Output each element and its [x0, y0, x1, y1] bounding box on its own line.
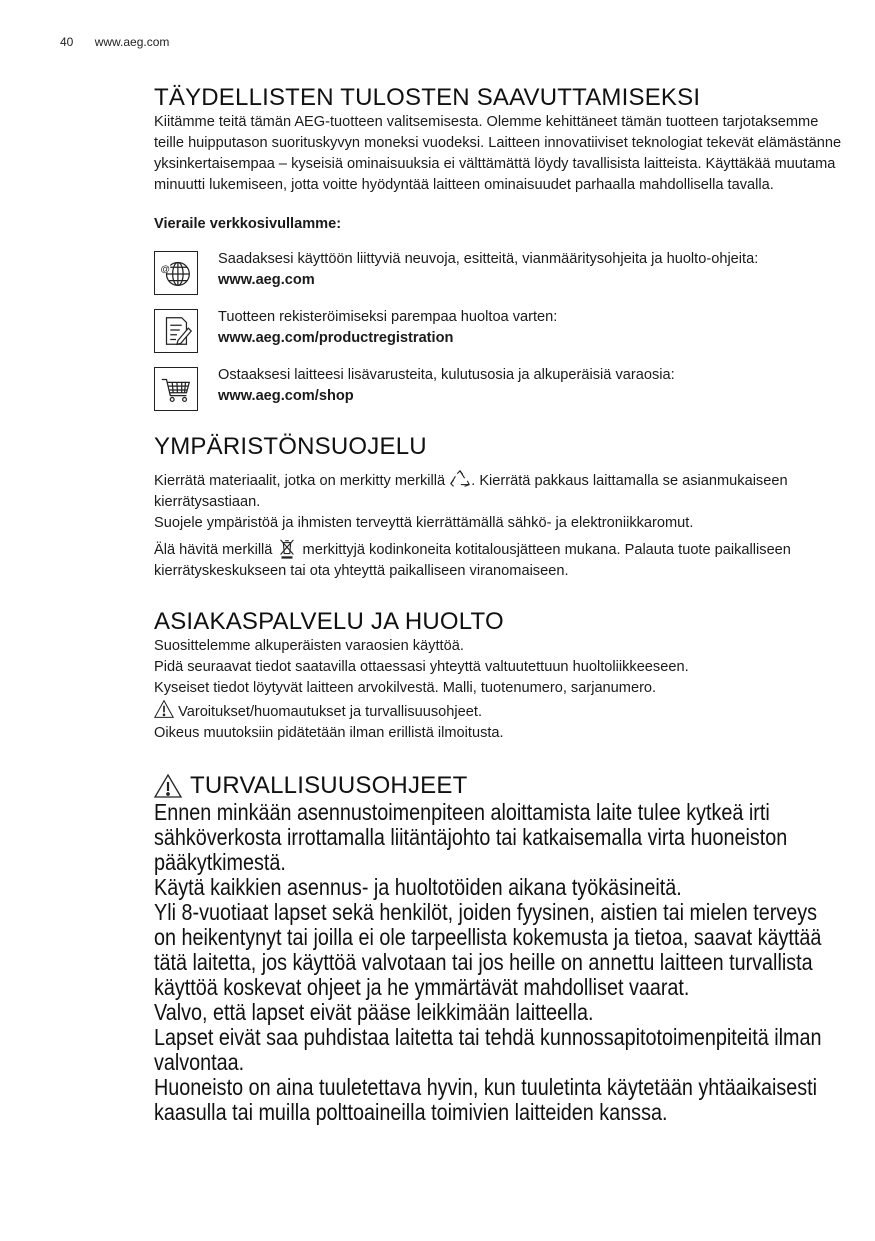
- cs-last-line: Oikeus muutoksiin pidätetään ilman erillistä ilmoitusta.: [154, 725, 504, 741]
- svg-text:@: @: [160, 264, 170, 276]
- safety-paragraph: Huoneisto on aina tuuletettava hyvin, kun tuuletinta käytetään yhtäaikaisesti kaasulla tai muilla polttoaineilla toimivien laitteiden kanssa.: [154, 1074, 818, 1125]
- safety-paragraph: Käytä kaikkien asennus- ja huoltotöiden aikana työkäsineitä.: [154, 874, 682, 900]
- environment-disposal-paragraph: [154, 538, 844, 582]
- header-site: www.aeg.com: [94, 35, 170, 49]
- cs-warning-line: [154, 699, 844, 723]
- environment-title: YMPÄRISTÖNSUOJELU: [154, 433, 427, 460]
- cs-line: Suosittelemme alkuperäisten varaosien käyttöä.: [154, 638, 464, 654]
- safety-body: [154, 800, 825, 1125]
- cs-line: Pidä seuraavat tiedot saatavilla ottaessasi yhteyttä valtuutettuun huoltoliikkeeseen.: [154, 659, 689, 675]
- customer-service-section: [154, 608, 844, 744]
- link-description: Tuotteen rekisteröimiseksi parempaa huoltoa varten:: [218, 309, 558, 325]
- globe-icon: [154, 251, 198, 295]
- safety-paragraph: Valvo, että lapset eivät pääse leikkimään laitteella.: [154, 999, 594, 1025]
- environment-recycle-paragraph: [154, 469, 844, 513]
- recycle-text-before: Kierrätä materiaalit, jotka on merkitty merkillä: [154, 473, 446, 489]
- intro-title: TÄYDELLISTEN TULOSTEN SAAVUTTAMISEKSI: [154, 84, 701, 111]
- crossed-bin-icon: [276, 538, 298, 560]
- disposal-text-after: merkittyjä kodinkoneita kotitalousjätteen mukana. Palauta tuote paikalliseen kierrätyskeskukseen tai ota yhteyttä paikalliseen viranomaiseen.: [154, 542, 791, 579]
- link-url[interactable]: www.aeg.com/productregistration: [218, 330, 454, 346]
- page-header: [60, 35, 169, 49]
- environment-section: [154, 433, 844, 582]
- safety-section: [154, 772, 844, 1125]
- recycle-icon: [449, 469, 471, 491]
- link-description: Saadaksesi käyttöön liittyviä neuvoja, esitteitä, vianmääritysohjeita ja huolto-ohjeita:: [218, 251, 759, 267]
- cs-warning-text: Varoitukset/huomautukset ja turvallisuusohjeet.: [178, 704, 482, 720]
- link-url[interactable]: www.aeg.com/shop: [218, 388, 354, 404]
- shopping-cart-icon: [154, 367, 198, 411]
- intro-body: Kiitämme teitä tämän AEG-tuotteen valitsemisesta. Olemme kehittäneet tämän tuotteen tarjotaksemme teille huipputason suorituskyvyn moneksi vuodeksi. Laitteen innovatiiviset teknologiat tekevät elämästänne yksinkertaisempaa – kyseisiä ominaisuuksia ei välttämättä löydy tavallisista laitteista. Käyttäkää muutama minuutti lukemiseen, jotta voitte hyödyntää laitteen ominaisuudet parhaalla mahdollisella tavalla.: [154, 114, 842, 193]
- link-row-support: [154, 249, 844, 295]
- page-content: [154, 84, 844, 1125]
- page-number: 40: [60, 35, 74, 49]
- safety-heading: [154, 772, 844, 800]
- link-description: Ostaaksesi laitteesi lisävarusteita, kulutusosia ja alkuperäisiä varaosia:: [218, 367, 675, 383]
- customer-service-title: ASIAKASPALVELU JA HUOLTO: [154, 608, 504, 635]
- environment-weee-paragraph: Suojele ympäristöä ja ihmisten terveyttä kierrättämällä sähkö- ja elektroniikkaromut.: [154, 515, 694, 531]
- cs-line: Kyseiset tiedot löytyvät laitteen arvokilvestä. Malli, tuotenumero, sarjanumero.: [154, 680, 657, 696]
- warning-icon: [154, 773, 182, 799]
- link-row-shop: [154, 365, 844, 411]
- link-url[interactable]: www.aeg.com: [218, 272, 315, 288]
- document-edit-icon: [154, 309, 198, 353]
- safety-title: TURVALLISUUSOHJEET: [190, 772, 468, 799]
- visit-label: Vieraile verkkosivullamme:: [154, 216, 342, 232]
- warning-icon: [154, 699, 174, 719]
- intro-section: [154, 84, 844, 411]
- safety-paragraph: Lapset eivät saa puhdistaa laitetta tai tehdä kunnossapitotoimenpiteitä ilman valvontaa.: [154, 1024, 822, 1075]
- safety-paragraph: Ennen minkään asennustoimenpiteen aloittamista laite tulee kytkeä irti sähköverkosta irrottamalla liitäntäjohto tai katkaisemalla virta huoneiston pääkytkimestä.: [154, 799, 788, 875]
- link-row-registration: [154, 307, 844, 353]
- disposal-text-before: Älä hävitä merkillä: [154, 542, 273, 558]
- recycle-text-after: . Kierrätä pakkaus laittamalla se asianmukaiseen kierrätysastiaan.: [154, 473, 788, 510]
- safety-paragraph: Yli 8-vuotiaat lapset sekä henkilöt, joiden fyysinen, aistien tai mielen terveys on heikentynyt tai joilla ei ole tarpeellista kokemusta ja tietoa, saavat käyttää tätä laitetta, jos käyttöä valvotaan tai jos heille on annettu laitteen turvallista käyttöä koskevat ohjeet ja he ymmärtävät mahdolliset vaarat.: [154, 899, 822, 1000]
